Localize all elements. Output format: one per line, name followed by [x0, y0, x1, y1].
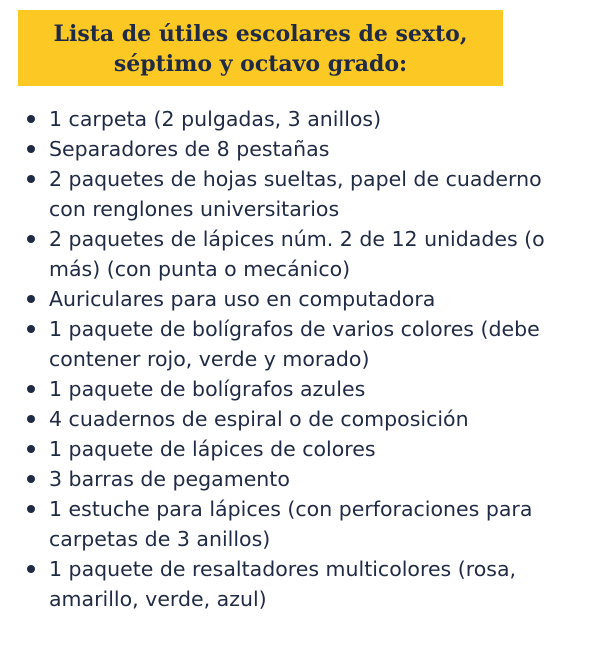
list-item	[24, 134, 580, 164]
bullet-icon	[27, 145, 35, 153]
list-item	[24, 314, 580, 374]
list-item	[24, 164, 580, 224]
list-item-text: Separadores de 8 pestañas	[49, 137, 330, 161]
list-item-text: 1 paquete de lápices de colores	[49, 437, 376, 461]
list-item	[24, 404, 580, 434]
bullet-icon	[27, 475, 35, 483]
list-item-text: 1 paquete de bolígrafos de varios colores (debe	[49, 317, 540, 341]
list-item-text: 3 barras de pegamento	[49, 467, 290, 491]
supply-list	[24, 104, 580, 614]
list-item	[24, 104, 580, 134]
page-title-line-1: Lista de útiles escolares de sexto,	[53, 21, 468, 47]
list-item	[24, 284, 580, 314]
list-item	[24, 374, 580, 404]
list-item	[24, 494, 580, 554]
bullet-icon	[27, 385, 35, 393]
title-banner	[18, 10, 503, 86]
list-item-text: 2 paquetes de lápices núm. 2 de 12 unidades (o	[49, 227, 545, 251]
bullet-icon	[27, 295, 35, 303]
list-item	[24, 434, 580, 464]
list-item-text: 1 carpeta (2 pulgadas, 3 anillos)	[49, 107, 382, 131]
bullet-icon	[27, 175, 35, 183]
list-item-text-continued: contener rojo, verde y morado)	[49, 347, 370, 371]
bullet-icon	[27, 325, 35, 333]
bullet-icon	[27, 415, 35, 423]
bullet-icon	[27, 115, 35, 123]
bullet-icon	[27, 565, 35, 573]
list-item-text: 1 estuche para lápices (con perforaciones para	[49, 497, 533, 521]
page-title-line-2: séptimo y octavo grado:	[113, 51, 408, 77]
list-item-text-continued: con renglones universitarios	[49, 197, 340, 221]
list-item-text: Auriculares para uso en computadora	[49, 287, 436, 311]
bullet-icon	[27, 445, 35, 453]
list-item	[24, 464, 580, 494]
list-item	[24, 224, 580, 284]
list-item-text: 4 cuadernos de espiral o de composición	[49, 407, 469, 431]
list-item-text-continued: carpetas de 3 anillos)	[49, 527, 271, 551]
list-item-text: 1 paquete de bolígrafos azules	[49, 377, 366, 401]
list-item	[24, 554, 580, 614]
list-item-text: 2 paquetes de hojas sueltas, papel de cuaderno	[49, 167, 542, 191]
list-item-text-continued: amarillo, verde, azul)	[49, 587, 267, 611]
list-item-text: 1 paquete de resaltadores multicolores (rosa,	[49, 557, 517, 581]
bullet-icon	[27, 505, 35, 513]
list-item-text-continued: más) (con punta o mecánico)	[49, 257, 351, 281]
bullet-icon	[27, 235, 35, 243]
